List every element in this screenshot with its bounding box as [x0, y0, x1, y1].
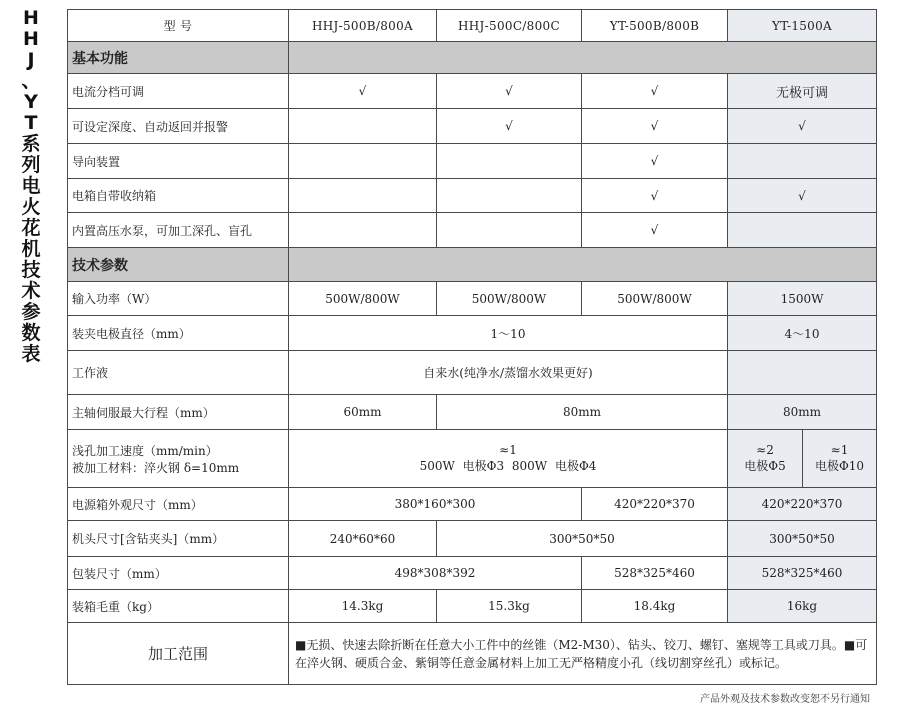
side-title-char: H — [23, 7, 39, 29]
table-row: 电源箱外观尺寸（mm） 380*160*300 420*220*370 420*220*370 — [68, 488, 877, 521]
side-title-char: Y — [24, 91, 38, 113]
side-title-char: 列 — [21, 154, 41, 176]
side-title-char: 术 — [21, 280, 41, 302]
side-title-char: 数 — [21, 322, 41, 344]
table-row: 包装尺寸（mm） 498*308*392 528*325*460 528*325*460 — [68, 557, 877, 590]
table-row: 装箱毛重（kg） 14.3kg 15.3kg 18.4kg 16kg — [68, 590, 877, 623]
table-row: 机头尺寸[含钻夹头]（mm） 240*60*60 300*50*50 300*50*50 — [68, 521, 877, 557]
section-tech-label: 技术参数 — [68, 248, 289, 282]
row-label: 可设定深度、自动返回并报警 — [68, 109, 289, 144]
range-label: 加工范围 — [68, 623, 289, 685]
range-text: ■无损、快速去除折断在任意大小工件中的丝锥（M2-M30）、钻头、铰刀、螺钉、塞规等工具或刀具。■可在淬火钢、硬质合金、紫铜等任意金属材料上加工无严格精度小孔（线切割穿丝孔）或标记。 — [289, 623, 877, 685]
row-label: 导向装置 — [68, 144, 289, 179]
row-label: 内置高压水泵，可加工深孔、盲孔 — [68, 213, 289, 248]
table-row: 浅孔加工速度（mm/min） 被加工材料：淬火钢 δ=10mm ≈1 500W 电极Φ3 800W 电极Φ4 ≈2 电极Φ5 ≈1 电极Φ10 — [68, 430, 877, 488]
row-label: 机头尺寸[含钻夹头]（mm） — [68, 521, 289, 557]
model-4: YT-1500A — [728, 10, 877, 42]
row-label: 装夹电极直径（mm） — [68, 316, 289, 351]
side-title-char: J — [27, 49, 35, 71]
row-label: 装箱毛重（kg） — [68, 590, 289, 623]
table-row: 内置高压水泵，可加工深孔、盲孔 √ — [68, 213, 877, 248]
table-row: 导向装置 √ — [68, 144, 877, 179]
side-title-char: 机 — [21, 238, 41, 260]
side-title-char: 参 — [21, 301, 41, 323]
row-label: 浅孔加工速度（mm/min） 被加工材料：淬火钢 δ=10mm — [68, 430, 289, 488]
row-label: 电源箱外观尺寸（mm） — [68, 488, 289, 521]
side-title-char: H — [23, 28, 39, 50]
row-label: 电流分档可调 — [68, 74, 289, 109]
row-label: 主轴伺服最大行程（mm） — [68, 395, 289, 430]
model-label: 型 号 — [68, 10, 289, 42]
header-row — [68, 10, 877, 42]
table-row: 可设定深度、自动返回并报警 √ √ √ — [68, 109, 877, 144]
table-row: 装夹电极直径（mm） 1～10 4～10 — [68, 316, 877, 351]
range-row — [68, 623, 877, 685]
section-tech — [68, 248, 877, 282]
side-title-char: 火 — [21, 196, 41, 218]
table-row: 主轴伺服最大行程（mm） 60mm 80mm 80mm — [68, 395, 877, 430]
row-label: 电箱自带收纳箱 — [68, 179, 289, 213]
side-title-char: 、 — [21, 70, 41, 92]
table-row: 输入功率（W） 500W/800W 500W/800W 500W/800W 1500W — [68, 282, 877, 316]
model-1: HHJ-500B/800A — [289, 10, 437, 42]
model-2: HHJ-500C/800C — [437, 10, 582, 42]
side-title-char: 花 — [21, 217, 41, 239]
side-title-char: 系 — [21, 133, 41, 155]
table-row: 电流分档可调 √ √ √ 无极可调 — [68, 74, 877, 109]
section-basic — [68, 42, 877, 74]
model-3: YT-500B/800B — [582, 10, 728, 42]
row-label: 输入功率（W） — [68, 282, 289, 316]
section-basic-label: 基本功能 — [68, 42, 289, 74]
spec-table — [67, 9, 877, 685]
side-title — [0, 0, 62, 709]
table-row: 工作液 自来水(纯净水/蒸馏水效果更好) — [68, 351, 877, 395]
footnote: 产品外观及技术参数改变恕不另行通知 — [700, 694, 870, 705]
side-title-char: T — [24, 112, 38, 134]
row-label: 包装尺寸（mm） — [68, 557, 289, 590]
row-label: 工作液 — [68, 351, 289, 395]
side-title-char: 电 — [21, 175, 41, 197]
table-row: 电箱自带收纳箱 √ √ — [68, 179, 877, 213]
side-title-char: 技 — [21, 259, 41, 281]
side-title-char: 表 — [21, 343, 41, 365]
